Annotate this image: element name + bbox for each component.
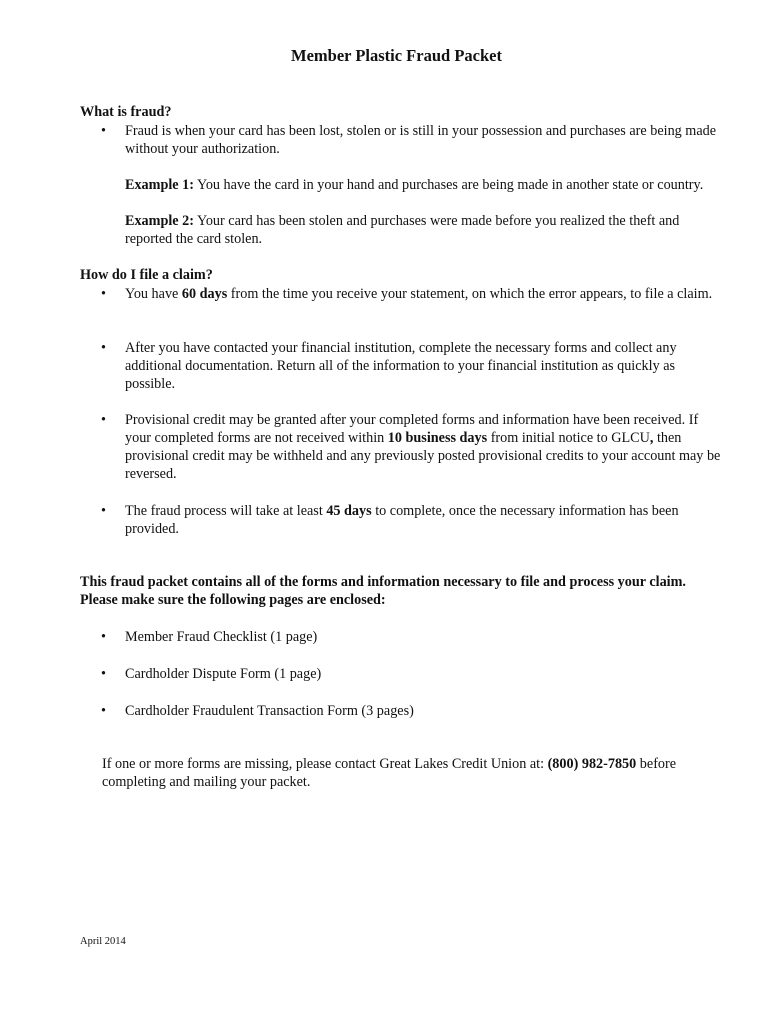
text-segment: You have bbox=[125, 286, 182, 302]
bullet-icon: • bbox=[101, 286, 106, 302]
example-2-text: Your card has been stolen and purchases were made before you realized the theft and reported the card stolen. bbox=[125, 213, 680, 247]
bullet-icon: • bbox=[101, 629, 106, 645]
bullet-icon: • bbox=[101, 666, 106, 682]
complete-forms-text: After you have contacted your financial institution, complete the necessary forms and collect any additional documentation. Return all of the information to your financial institution as quickly as possible. bbox=[125, 340, 677, 392]
claim-deadline-text bbox=[125, 285, 721, 303]
enclosed-item: Cardholder Dispute Form (1 page) bbox=[125, 666, 322, 682]
text-segment: then provisional credit may be withheld and any previously posted provisional credits to your account may be reversed. bbox=[125, 430, 721, 482]
text-segment: before completing and mailing your packet. bbox=[102, 756, 677, 790]
document-title: Member Plastic Fraud Packet bbox=[291, 46, 502, 65]
section-heading-what-is-fraud: What is fraud? bbox=[80, 104, 172, 120]
process-duration-text bbox=[125, 502, 721, 538]
text-segment: Provisional credit may be granted after your completed forms and information have been received. If your completed forms are not received within bbox=[125, 412, 699, 446]
list-item bbox=[101, 628, 721, 646]
text-segment: If one or more forms are missing, please contact Great Lakes Credit Union at: bbox=[102, 756, 548, 772]
list-item bbox=[101, 122, 721, 158]
list-item bbox=[101, 339, 721, 393]
bullet-icon: • bbox=[101, 412, 106, 428]
enclosed-item: Member Fraud Checklist (1 page) bbox=[125, 629, 318, 645]
list-item bbox=[101, 665, 721, 683]
contact-paragraph bbox=[102, 755, 722, 791]
contact-phone: (800) 982-7850 bbox=[547, 756, 637, 772]
list-item bbox=[101, 502, 721, 538]
bullet-icon: • bbox=[101, 503, 106, 519]
deadline-days: 60 days bbox=[181, 286, 228, 302]
section-heading-file-claim: How do I file a claim? bbox=[80, 267, 213, 283]
example-2-label: Example 2: bbox=[125, 213, 194, 229]
enclosed-item: Cardholder Fraudulent Transaction Form (3 pages) bbox=[125, 703, 414, 719]
enclosed-intro: This fraud packet contains all of the forms and information necessary to file and process your claim. Please make sure the following pages are enclosed: bbox=[80, 574, 686, 608]
bullet-icon: • bbox=[101, 340, 106, 356]
bullet-icon: • bbox=[101, 123, 106, 139]
process-days: 45 days bbox=[326, 503, 372, 519]
text-segment: to complete, once the necessary information has been provided. bbox=[125, 503, 679, 537]
text-segment: from initial notice to GLCU bbox=[487, 430, 650, 446]
text-segment: , bbox=[649, 430, 654, 446]
fraud-definition: Fraud is when your card has been lost, stolen or is still in your possession and purchases are being made without your authorization. bbox=[125, 123, 717, 157]
example-1-text: You have the card in your hand and purchases are being made in another state or country. bbox=[193, 177, 704, 193]
list-item bbox=[101, 411, 721, 483]
example-2-paragraph bbox=[125, 212, 715, 248]
text-segment: from the time you receive your statement, on which the error appears, to file a claim. bbox=[227, 286, 713, 302]
example-1-label: Example 1: bbox=[125, 177, 194, 193]
list-item bbox=[101, 702, 721, 720]
list-item bbox=[101, 285, 721, 303]
bullet-icon: • bbox=[101, 703, 106, 719]
text-segment: The fraud process will take at least bbox=[125, 503, 327, 519]
provisional-credit-text bbox=[125, 411, 721, 483]
business-days: 10 business days bbox=[387, 430, 488, 446]
footer-date: April 2014 bbox=[80, 936, 126, 947]
example-1-paragraph bbox=[125, 176, 715, 194]
